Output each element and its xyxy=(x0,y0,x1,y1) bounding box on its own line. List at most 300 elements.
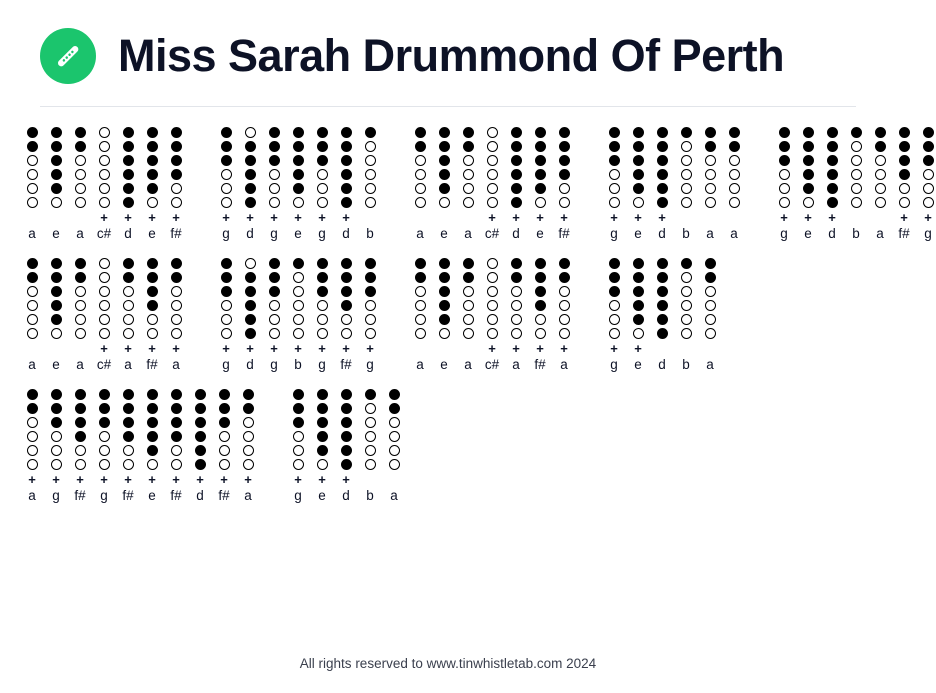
note-label: d xyxy=(512,226,520,241)
fingering-diagram xyxy=(99,389,110,470)
hole-closed-icon xyxy=(705,127,716,138)
fingering-diagram xyxy=(657,258,668,339)
hole-closed-icon xyxy=(535,127,546,138)
tab-note xyxy=(48,389,64,504)
hole-closed-icon xyxy=(827,127,838,138)
fingering-diagram xyxy=(293,389,304,470)
octave-marker: + xyxy=(124,472,132,487)
hole-open-icon xyxy=(487,197,498,208)
hole-closed-icon xyxy=(439,155,450,166)
hole-open-icon xyxy=(171,314,182,325)
hole-open-icon xyxy=(365,328,376,339)
hole-closed-icon xyxy=(633,258,644,269)
tab-note xyxy=(144,127,160,242)
tab-note xyxy=(240,389,256,504)
hole-closed-icon xyxy=(341,183,352,194)
hole-closed-icon xyxy=(657,141,668,152)
octave-marker: + xyxy=(318,472,326,487)
note-label: a xyxy=(706,226,714,241)
fingering-diagram xyxy=(341,127,352,208)
tab-note xyxy=(72,258,88,373)
hole-open-icon xyxy=(171,445,182,456)
hole-open-icon xyxy=(487,169,498,180)
hole-closed-icon xyxy=(803,169,814,180)
hole-closed-icon xyxy=(317,141,328,152)
hole-closed-icon xyxy=(123,169,134,180)
fingering-diagram xyxy=(657,127,668,208)
hole-open-icon xyxy=(293,328,304,339)
hole-open-icon xyxy=(415,197,426,208)
hole-open-icon xyxy=(293,445,304,456)
hole-closed-icon xyxy=(609,258,620,269)
hole-closed-icon xyxy=(269,286,280,297)
hole-open-icon xyxy=(487,272,498,283)
fingering-diagram xyxy=(609,127,620,208)
fingering-diagram xyxy=(633,127,644,208)
hole-closed-icon xyxy=(147,403,158,414)
hole-open-icon xyxy=(75,169,86,180)
note-label: d xyxy=(124,226,132,241)
hole-closed-icon xyxy=(195,459,206,470)
hole-open-icon xyxy=(147,197,158,208)
hole-open-icon xyxy=(851,155,862,166)
hole-open-icon xyxy=(99,459,110,470)
hole-closed-icon xyxy=(243,403,254,414)
hole-closed-icon xyxy=(341,169,352,180)
hole-closed-icon xyxy=(245,183,256,194)
hole-open-icon xyxy=(75,300,86,311)
note-label: a xyxy=(390,488,398,503)
hole-closed-icon xyxy=(657,258,668,269)
note-label: a xyxy=(28,488,36,503)
hole-open-icon xyxy=(317,183,328,194)
note-label: e xyxy=(148,226,156,241)
fingering-diagram xyxy=(221,258,232,339)
hole-closed-icon xyxy=(245,300,256,311)
hole-closed-icon xyxy=(123,127,134,138)
hole-closed-icon xyxy=(657,169,668,180)
hole-closed-icon xyxy=(439,169,450,180)
note-label: g xyxy=(100,488,108,503)
octave-marker: + xyxy=(366,341,374,356)
hole-open-icon xyxy=(487,328,498,339)
octave-marker: + xyxy=(100,341,108,356)
hole-open-icon xyxy=(123,314,134,325)
fingering-diagram xyxy=(317,127,328,208)
fingering-diagram xyxy=(51,127,62,208)
hole-closed-icon xyxy=(269,272,280,283)
fingering-diagram xyxy=(317,389,328,470)
octave-marker: + xyxy=(294,472,302,487)
hole-closed-icon xyxy=(195,431,206,442)
hole-open-icon xyxy=(487,155,498,166)
hole-closed-icon xyxy=(851,127,862,138)
fingering-diagram xyxy=(195,389,206,470)
tab-note xyxy=(460,127,476,242)
note-label: f# xyxy=(170,488,182,503)
hole-open-icon xyxy=(99,127,110,138)
note-label: g xyxy=(366,357,374,372)
hole-closed-icon xyxy=(827,141,838,152)
hole-closed-icon xyxy=(269,155,280,166)
hole-open-icon xyxy=(293,314,304,325)
hole-closed-icon xyxy=(365,389,376,400)
fingering-diagram xyxy=(439,258,450,339)
octave-marker: + xyxy=(560,341,568,356)
hole-open-icon xyxy=(365,417,376,428)
fingering-diagram xyxy=(705,258,716,339)
hole-closed-icon xyxy=(147,183,158,194)
hole-open-icon xyxy=(851,169,862,180)
octave-marker: + xyxy=(780,210,788,225)
hole-open-icon xyxy=(415,314,426,325)
hole-closed-icon xyxy=(171,155,182,166)
note-label: a xyxy=(244,488,252,503)
hole-closed-icon xyxy=(559,141,570,152)
hole-closed-icon xyxy=(657,300,668,311)
hole-open-icon xyxy=(221,300,232,311)
octave-marker: + xyxy=(634,341,642,356)
hole-closed-icon xyxy=(293,417,304,428)
hole-closed-icon xyxy=(535,286,546,297)
hole-closed-icon xyxy=(171,141,182,152)
fingering-diagram xyxy=(123,389,134,470)
octave-marker: + xyxy=(536,341,544,356)
hole-closed-icon xyxy=(633,183,644,194)
hole-open-icon xyxy=(609,183,620,194)
hole-open-icon xyxy=(389,431,400,442)
tab-note xyxy=(460,258,476,373)
hole-closed-icon xyxy=(633,127,644,138)
octave-marker: + xyxy=(244,472,252,487)
octave-marker: + xyxy=(172,341,180,356)
tab-note xyxy=(630,127,646,242)
hole-closed-icon xyxy=(803,141,814,152)
fingering-diagram xyxy=(365,127,376,208)
fingering-diagram xyxy=(243,389,254,470)
hole-closed-icon xyxy=(293,258,304,269)
hole-open-icon xyxy=(341,328,352,339)
hole-closed-icon xyxy=(123,431,134,442)
hole-open-icon xyxy=(317,314,328,325)
hole-closed-icon xyxy=(317,258,328,269)
hole-closed-icon xyxy=(293,403,304,414)
hole-closed-icon xyxy=(559,258,570,269)
hole-open-icon xyxy=(269,197,280,208)
hole-closed-icon xyxy=(439,127,450,138)
hole-open-icon xyxy=(487,300,498,311)
hole-open-icon xyxy=(123,286,134,297)
hole-closed-icon xyxy=(75,141,86,152)
hole-closed-icon xyxy=(147,431,158,442)
hole-closed-icon xyxy=(389,389,400,400)
note-label: e xyxy=(294,226,302,241)
hole-open-icon xyxy=(27,328,38,339)
hole-closed-icon xyxy=(341,272,352,283)
hole-open-icon xyxy=(27,459,38,470)
tab-note xyxy=(654,127,670,242)
hole-closed-icon xyxy=(293,127,304,138)
note-label: g xyxy=(294,488,302,503)
octave-marker: + xyxy=(196,472,204,487)
fingering-diagram xyxy=(27,127,38,208)
hole-open-icon xyxy=(219,459,230,470)
hole-open-icon xyxy=(609,314,620,325)
fingering-diagram xyxy=(681,258,692,339)
tab-measure xyxy=(218,127,378,242)
hole-open-icon xyxy=(365,445,376,456)
hole-closed-icon xyxy=(779,155,790,166)
hole-closed-icon xyxy=(341,155,352,166)
hole-open-icon xyxy=(705,314,716,325)
hole-closed-icon xyxy=(171,127,182,138)
note-label: e xyxy=(536,226,544,241)
tab-note xyxy=(48,258,64,373)
hole-closed-icon xyxy=(439,183,450,194)
hole-closed-icon xyxy=(317,127,328,138)
hole-open-icon xyxy=(365,155,376,166)
octave-marker: + xyxy=(512,341,520,356)
note-label: d xyxy=(828,226,836,241)
hole-closed-icon xyxy=(633,141,644,152)
tab-line xyxy=(24,389,872,504)
hole-open-icon xyxy=(99,183,110,194)
hole-closed-icon xyxy=(439,141,450,152)
hole-open-icon xyxy=(415,183,426,194)
note-label: a xyxy=(730,226,738,241)
octave-marker: + xyxy=(172,472,180,487)
hole-closed-icon xyxy=(415,258,426,269)
note-label: g xyxy=(52,488,60,503)
tab-note xyxy=(532,127,548,242)
fingering-diagram xyxy=(293,127,304,208)
note-label: d xyxy=(246,226,254,241)
hole-closed-icon xyxy=(293,183,304,194)
hole-closed-icon xyxy=(365,286,376,297)
hole-open-icon xyxy=(463,155,474,166)
hole-closed-icon xyxy=(171,389,182,400)
hole-open-icon xyxy=(487,127,498,138)
hole-closed-icon xyxy=(27,403,38,414)
fingering-diagram xyxy=(147,127,158,208)
hole-open-icon xyxy=(75,155,86,166)
tab-note xyxy=(848,127,864,242)
hole-open-icon xyxy=(705,155,716,166)
hole-closed-icon xyxy=(341,417,352,428)
hole-closed-icon xyxy=(633,155,644,166)
hole-closed-icon xyxy=(633,272,644,283)
hole-open-icon xyxy=(463,197,474,208)
hole-open-icon xyxy=(923,169,934,180)
tab-note xyxy=(824,127,840,242)
hole-closed-icon xyxy=(75,417,86,428)
hole-closed-icon xyxy=(899,169,910,180)
tab-note xyxy=(242,127,258,242)
hole-closed-icon xyxy=(657,286,668,297)
note-label: b xyxy=(366,488,374,503)
fingering-diagram xyxy=(27,389,38,470)
tab-measure xyxy=(776,127,936,242)
octave-marker: + xyxy=(900,210,908,225)
octave-marker: + xyxy=(318,341,326,356)
hole-open-icon xyxy=(147,459,158,470)
hole-open-icon xyxy=(681,141,692,152)
hole-closed-icon xyxy=(729,127,740,138)
hole-closed-icon xyxy=(439,314,450,325)
hole-open-icon xyxy=(681,272,692,283)
hole-closed-icon xyxy=(341,389,352,400)
tab-note xyxy=(96,127,112,242)
hole-closed-icon xyxy=(923,141,934,152)
tab-note xyxy=(896,127,912,242)
hole-closed-icon xyxy=(317,431,328,442)
octave-marker: + xyxy=(342,472,350,487)
hole-closed-icon xyxy=(27,127,38,138)
hole-closed-icon xyxy=(341,286,352,297)
octave-marker: + xyxy=(924,210,932,225)
tab-note xyxy=(290,258,306,373)
note-label: a xyxy=(124,357,132,372)
hole-closed-icon xyxy=(195,403,206,414)
tab-note xyxy=(726,127,742,242)
fingering-diagram xyxy=(559,127,570,208)
hole-closed-icon xyxy=(317,403,328,414)
hole-open-icon xyxy=(99,286,110,297)
hole-closed-icon xyxy=(609,286,620,297)
fingering-diagram xyxy=(705,127,716,208)
octave-marker: + xyxy=(148,210,156,225)
hole-open-icon xyxy=(851,141,862,152)
page-header xyxy=(0,0,896,84)
fingering-diagram xyxy=(27,258,38,339)
hole-closed-icon xyxy=(75,389,86,400)
tab-note xyxy=(168,258,184,373)
hole-open-icon xyxy=(803,197,814,208)
note-label: a xyxy=(28,226,36,241)
hole-closed-icon xyxy=(219,389,230,400)
hole-closed-icon xyxy=(365,258,376,269)
hole-open-icon xyxy=(415,169,426,180)
hole-open-icon xyxy=(99,300,110,311)
tab-note xyxy=(24,127,40,242)
fingering-diagram xyxy=(99,127,110,208)
note-label: d xyxy=(196,488,204,503)
hole-closed-icon xyxy=(559,127,570,138)
tab-note xyxy=(168,127,184,242)
hole-closed-icon xyxy=(221,272,232,283)
hole-closed-icon xyxy=(123,183,134,194)
note-label: e xyxy=(440,226,448,241)
hole-open-icon xyxy=(415,155,426,166)
hole-closed-icon xyxy=(269,141,280,152)
hole-closed-icon xyxy=(147,300,158,311)
hole-open-icon xyxy=(681,169,692,180)
hole-open-icon xyxy=(171,328,182,339)
hole-open-icon xyxy=(559,183,570,194)
hole-closed-icon xyxy=(221,258,232,269)
hole-open-icon xyxy=(243,417,254,428)
note-label: g xyxy=(318,357,326,372)
fingering-diagram xyxy=(681,127,692,208)
hole-closed-icon xyxy=(899,155,910,166)
note-label: a xyxy=(512,357,520,372)
hole-closed-icon xyxy=(219,403,230,414)
tab-line xyxy=(24,258,872,373)
hole-closed-icon xyxy=(171,403,182,414)
tab-note xyxy=(144,258,160,373)
hole-open-icon xyxy=(99,272,110,283)
hole-closed-icon xyxy=(463,127,474,138)
tab-note xyxy=(96,389,112,504)
hole-open-icon xyxy=(269,328,280,339)
fingering-diagram xyxy=(511,258,522,339)
hole-open-icon xyxy=(171,197,182,208)
hole-closed-icon xyxy=(389,403,400,414)
hole-closed-icon xyxy=(511,141,522,152)
hole-open-icon xyxy=(75,286,86,297)
hole-closed-icon xyxy=(827,197,838,208)
tab-note xyxy=(532,258,548,373)
hole-closed-icon xyxy=(245,169,256,180)
hole-open-icon xyxy=(123,328,134,339)
hole-closed-icon xyxy=(243,389,254,400)
hole-closed-icon xyxy=(633,314,644,325)
note-label: f# xyxy=(122,488,134,503)
tab-note xyxy=(362,389,378,504)
octave-marker: + xyxy=(536,210,544,225)
hole-open-icon xyxy=(389,459,400,470)
fingering-diagram xyxy=(51,389,62,470)
hole-open-icon xyxy=(75,459,86,470)
hole-closed-icon xyxy=(75,258,86,269)
hole-closed-icon xyxy=(923,155,934,166)
hole-closed-icon xyxy=(463,258,474,269)
tab-note xyxy=(702,127,718,242)
octave-marker: + xyxy=(828,210,836,225)
hole-open-icon xyxy=(75,314,86,325)
hole-open-icon xyxy=(27,155,38,166)
note-label: a xyxy=(416,357,424,372)
hole-closed-icon xyxy=(705,258,716,269)
hole-open-icon xyxy=(221,314,232,325)
octave-marker: + xyxy=(124,341,132,356)
hole-open-icon xyxy=(293,459,304,470)
fingering-diagram xyxy=(899,127,910,208)
octave-marker: + xyxy=(28,472,36,487)
hole-closed-icon xyxy=(123,417,134,428)
tab-note xyxy=(120,127,136,242)
octave-marker: + xyxy=(222,341,230,356)
fingering-diagram xyxy=(875,127,886,208)
tab-note xyxy=(192,389,208,504)
note-label: e xyxy=(634,226,642,241)
hole-closed-icon xyxy=(75,127,86,138)
fingering-diagram xyxy=(171,258,182,339)
hole-closed-icon xyxy=(245,197,256,208)
hole-open-icon xyxy=(123,459,134,470)
hole-closed-icon xyxy=(341,403,352,414)
hole-closed-icon xyxy=(317,155,328,166)
tab-note xyxy=(266,258,282,373)
hole-closed-icon xyxy=(535,141,546,152)
hole-open-icon xyxy=(681,314,692,325)
hole-closed-icon xyxy=(511,258,522,269)
hole-closed-icon xyxy=(293,141,304,152)
hole-open-icon xyxy=(535,314,546,325)
fingering-diagram xyxy=(147,389,158,470)
octave-marker: + xyxy=(318,210,326,225)
hole-open-icon xyxy=(681,328,692,339)
